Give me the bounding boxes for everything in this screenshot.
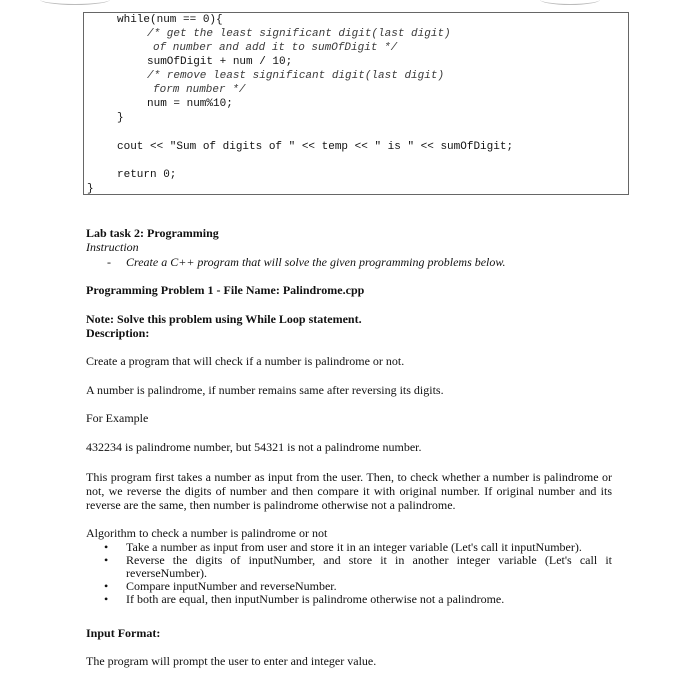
code-line-close-main: }: [87, 183, 94, 195]
list-item: [86, 593, 612, 606]
list-item: [86, 554, 612, 580]
code-line-return: return 0;: [117, 169, 177, 181]
description-label: Description:: [86, 326, 150, 340]
page-edge-arc-right: [540, 0, 600, 5]
problem-title: Programming Problem 1 - File Name: Palindrome.cpp: [86, 283, 365, 297]
code-line-cout: cout << "Sum of digits of " << temp << " is " << sumOfDigit;: [117, 141, 514, 153]
code-line-num: num = num%10;: [147, 98, 233, 110]
paragraph-3: For Example: [86, 411, 149, 425]
instruction-dash: -: [107, 255, 111, 269]
code-line-sum: sumOfDigit + num / 10;: [147, 56, 293, 68]
bullet-icon: •: [104, 540, 109, 554]
paragraph-2: A number is palindrome, if number remains same after reversing its digits.: [86, 383, 444, 397]
code-line-comment-1: /* get the least significant digit(last digit): [147, 28, 451, 40]
bullet-text: Take a number as input from user and store it in an integer variable (Let's call it inputNumber).: [126, 540, 582, 554]
bullet-icon: •: [104, 592, 109, 606]
lab-title: Lab task 2: Programming: [86, 226, 219, 240]
bullet-icon: •: [104, 553, 109, 567]
bullet-icon: •: [104, 579, 109, 593]
algorithm-bullet-list: [86, 541, 612, 606]
code-line-comment-2: of number and add it to sumOfDigit */: [153, 42, 398, 54]
input-format-text: The program will prompt the user to enter and integer value.: [86, 654, 377, 668]
code-block: [83, 12, 629, 195]
code-line-comment-4: form number */: [153, 84, 246, 96]
bullet-text: If both are equal, then inputNumber is palindrome otherwise not a palindrome.: [126, 592, 505, 606]
instruction-heading: Instruction: [86, 240, 139, 254]
note-text: Note: Solve this problem using While Loop statement.: [86, 312, 362, 326]
input-format-label: Input Format:: [86, 626, 161, 640]
instruction-text: Create a C++ program that will solve the given programming problems below.: [126, 255, 506, 269]
paragraph-5: This program first takes a number as input from the user. Then, to check whether a number is palindrome or not, we reverse the digits of number and then compare it with original number. If original number and its reverse are the same, then number is palindrome otherwise not a palindrome.: [86, 470, 612, 512]
code-line-close-while: }: [117, 112, 124, 124]
bullet-text: Reverse the digits of inputNumber, and store it in another integer variable (Let's call it reverseNumber).: [126, 553, 612, 580]
bullet-text: Compare inputNumber and reverseNumber.: [126, 579, 337, 593]
paragraph-1: Create a program that will check if a number is palindrome or not.: [86, 354, 405, 368]
page-edge-arc-left: [40, 0, 110, 5]
code-line-while: while(num == 0){: [117, 14, 223, 26]
code-line-comment-3: /* remove least significant digit(last digit): [147, 70, 445, 82]
algorithm-heading: Algorithm to check a number is palindrome or not: [86, 526, 328, 540]
paragraph-4: 432234 is palindrome number, but 54321 is not a palindrome number.: [86, 440, 422, 454]
